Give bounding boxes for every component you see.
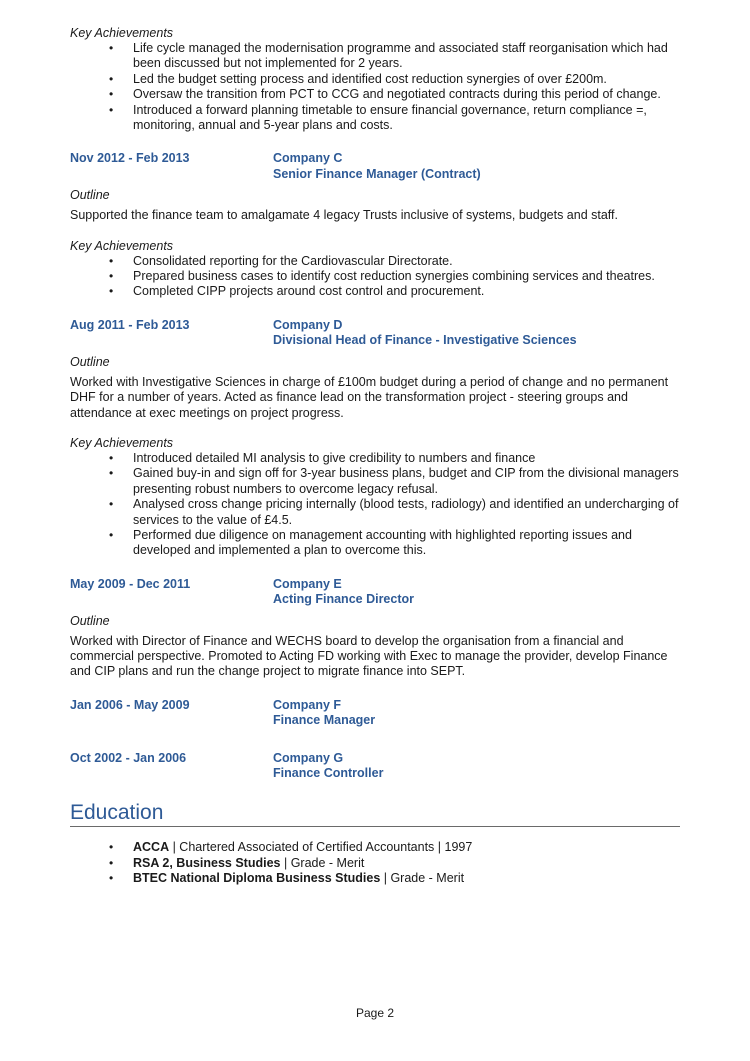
- role-company: Company D: [273, 317, 343, 332]
- education-detail: | Chartered Associated of Certified Accountants | 1997: [169, 840, 473, 855]
- role-company-block: [273, 751, 383, 782]
- education-name: ACCA: [133, 840, 170, 855]
- achievement-list: [70, 451, 680, 559]
- outline-text: Supported the finance team to amalgamate 4 legacy Trusts inclusive of systems, budgets and staff.: [70, 208, 618, 223]
- role-title: Finance Controller: [273, 766, 384, 780]
- education-detail: | Grade - Merit: [280, 855, 365, 870]
- role-header: [70, 318, 680, 349]
- key-achievements-label: Key Achievements: [70, 238, 174, 253]
- role-title: Acting Finance Director: [273, 592, 414, 607]
- outline-label: Outline: [70, 613, 110, 628]
- role-dates: Aug 2011 - Feb 2013: [70, 317, 190, 332]
- achievement-item: • Led the budget setting process and identified cost reduction synergies of over £200m.: [133, 72, 680, 87]
- outline-text: Worked with Investigative Sciences in charge of £100m budget during a period of change and no permanent DHF for a number of years. Acted as finance lead on the transformation project - steering groups and attendance at exec meetings on project progress.: [70, 374, 669, 420]
- page-number: Page 2: [355, 1006, 395, 1020]
- key-achievements-label: Key Achievements: [70, 435, 174, 450]
- role-dates: Nov 2012 - Feb 2013: [70, 151, 190, 166]
- role-title: Divisional Head of Finance - Investigative Sciences: [273, 333, 577, 348]
- education-detail: | Grade - Merit: [380, 871, 465, 886]
- role-company: Company E: [273, 576, 342, 591]
- achievement-item: • Introduced detailed MI analysis to give credibility to numbers and finance: [133, 451, 680, 466]
- role-dates: Oct 2002 - Jan 2006: [70, 750, 187, 765]
- outline-label: Outline: [70, 188, 110, 203]
- education-name: RSA 2, Business Studies: [133, 855, 281, 870]
- education-item: [133, 840, 680, 855]
- role-dates: May 2009 - Dec 2011: [70, 576, 191, 591]
- role-header: [70, 577, 680, 608]
- role-title: Finance Manager: [273, 713, 376, 728]
- outline-text: Worked with Director of Finance and WECHS board to develop the organisation from a financial and commercial perspective. Promoted to Acting FD working with Exec to manage the provider, develop Finance and CIP plans and run the change project to migrate finance into SEPT.: [70, 633, 668, 679]
- role-company-block: [273, 318, 577, 349]
- role-company: Company C: [273, 151, 343, 166]
- achievement-item: • Life cycle managed the modernisation programme and associated staff reorganisation which had been discussed but not implemented for 2 years.: [133, 41, 680, 72]
- achievement-list: [70, 254, 680, 300]
- achievement-item: • Prepared business cases to identify cost reduction synergies combining services and theatres.: [133, 269, 680, 284]
- achievement-item: • Oversaw the transition from PCT to CCG and negotiated contracts during this period of change.: [133, 87, 680, 102]
- role-company-block: [273, 698, 375, 729]
- education-list: [70, 840, 680, 886]
- resume-page-2: [70, 25, 680, 887]
- achievement-list: [70, 41, 680, 133]
- role-company: Company G: [273, 750, 344, 765]
- education-name: BTEC National Diploma Business Studies: [133, 871, 381, 886]
- role-company: Company F: [273, 697, 342, 712]
- role-header: [70, 751, 680, 782]
- key-achievements-label: Key Achievements: [70, 26, 174, 40]
- education-item: [133, 856, 680, 871]
- achievement-item: • Introduced a forward planning timetable to ensure financial governance, return compliance =, monitoring, annual and 5-year plans and costs.: [133, 103, 680, 134]
- achievement-item: • Consolidated reporting for the Cardiovascular Directorate.: [133, 254, 680, 269]
- achievement-item: • Performed due diligence on management accounting with highlighted reporting issues and developed and implemented a plan to overcome this.: [133, 528, 680, 559]
- achievement-item: • Gained buy-in and sign off for 3-year business plans, budget and CIP from the divisional managers presenting robust numbers to overcome legacy refusal.: [133, 466, 680, 497]
- role-company-block: [273, 151, 481, 182]
- section-heading-education: Education: [70, 801, 680, 827]
- role-title: Senior Finance Manager (Contract): [273, 166, 481, 181]
- achievement-item: • Completed CIPP projects around cost control and procurement.: [133, 284, 680, 299]
- role-company-block: [273, 577, 414, 608]
- role-dates: Jan 2006 - May 2009: [70, 697, 190, 712]
- role-header: [70, 698, 680, 729]
- outline-label: Outline: [70, 354, 110, 369]
- education-item: [133, 871, 680, 886]
- achievement-item: • Analysed cross change pricing internally (blood tests, radiology) and identified an undercharging of services to the value of £4.5.: [133, 497, 680, 528]
- role-header: [70, 151, 680, 182]
